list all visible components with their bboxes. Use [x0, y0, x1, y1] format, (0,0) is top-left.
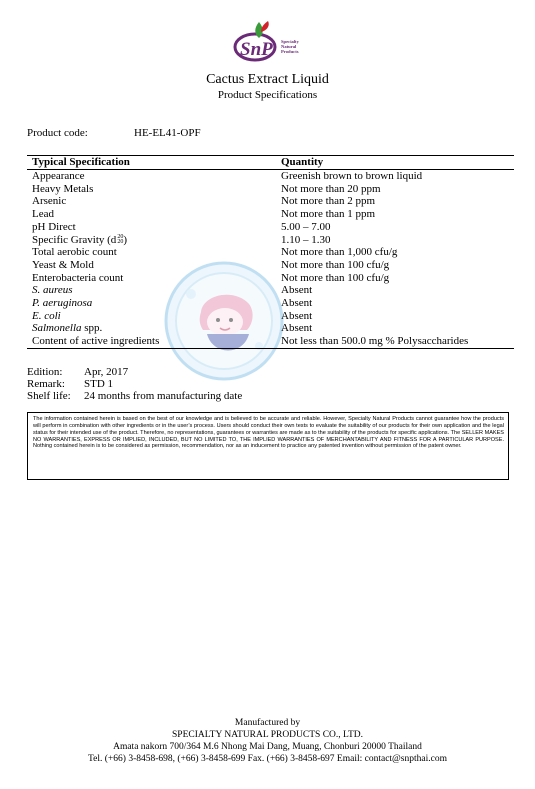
- table-header: [27, 156, 514, 169]
- product-title: Cactus Extract Liquid: [206, 72, 329, 87]
- product-subtitle: Product Specifications: [217, 89, 318, 101]
- footer-manufactured-by: Manufactured by: [234, 718, 301, 728]
- logo-company-name: Specialty Natural Products: [281, 39, 299, 55]
- table-row: E. coli Absent: [32, 309, 313, 322]
- svg-text:SnP: SnP: [240, 39, 273, 60]
- company-logo: [228, 18, 318, 66]
- shelf-life-value: 24 months from manufacturing date: [84, 390, 243, 402]
- table-row: Specific Gravity (d20 20) 1.10 – 1.30: [32, 233, 331, 246]
- shelf-life-label: Shelf life:: [27, 390, 71, 402]
- table-row: Appearance Greenish brown to brown liquid: [32, 170, 423, 182]
- header-specification: Typical Specification: [32, 156, 130, 168]
- footer-address: Amata nakorn 700/364 M.6 Nhong Mai Dang, Muang, Chonburi 20000 Thailand: [113, 742, 422, 752]
- table-row: Yeast & Mold Not more than 100 cfu/g: [32, 258, 390, 271]
- footer-company-name: SPECIALTY NATURAL PRODUCTS CO., LTD.: [172, 730, 363, 740]
- gravity-fraction: 20 20: [117, 233, 124, 245]
- table-row: P. aeruginosa Absent: [32, 297, 313, 309]
- edition-value: Apr, 2017: [84, 366, 129, 378]
- table-row: Lead Not more than 1 ppm: [32, 208, 376, 221]
- table-row: pH Direct 5.00 – 7.00: [32, 220, 331, 233]
- table-bottom-rule: [27, 348, 514, 349]
- edition-label: Edition:: [27, 366, 63, 378]
- table-row: Enterobacteria count Not more than 100 cfu/g: [32, 271, 390, 284]
- disclaimer-box: The information contained herein is based on the best of our knowledge and is believed to be accurate and reliable. However, Specialty Natural Products cannot guarantee how the products will perform in combination with other ingredients or in the user’s process. Users should conduct their own tests to evaluate the suitability of our products for their own application and the legal status for their intended use of the product. Therefore, no representations, guarantees or warranties are made as to the suitability of the products for specific applications. The SELLER MAKES NO WARRANTIES, EXPRESS OR IMPLIED, INCLUDED, BUT NO LIMITED TO, THE IMPLIED WARRANTIES OF MERCHANTABILITY AND FITNESS FOR A PARTICULAR PURPOSE. Nothing contained herein is to be considered as permission, recommendation, nor as an inducement to practice any patented invention without permission of the patent owner.: [27, 412, 509, 480]
- table-row: S. aureus Absent: [32, 284, 313, 297]
- table-row: Salmonella spp. Absent: [32, 322, 313, 335]
- remark-label: Remark:: [27, 378, 65, 390]
- table-row: Heavy Metals Not more than 20 ppm: [32, 182, 381, 195]
- remark-value: STD 1: [84, 378, 114, 390]
- table-row: Arsenic Not more than 2 ppm: [32, 195, 376, 208]
- table-row: Content of active ingredients Not less than 500.0 mg % Polysaccharides: [32, 335, 469, 348]
- snp-logo-mark: [228, 18, 318, 66]
- header-quantity: Quantity: [281, 156, 324, 168]
- product-code-label: Product code:: [27, 127, 88, 139]
- product-code-value: HE-EL41-OPF: [134, 127, 201, 139]
- table-row: Total aerobic count Not more than 1,000 cfu/g: [32, 246, 398, 259]
- footer-contact: Tel. (+66) 3-8458-698, (+66) 3-8458-699 Fax. (+66) 3-8458-697 Email: contact@snpthai.com: [88, 754, 447, 764]
